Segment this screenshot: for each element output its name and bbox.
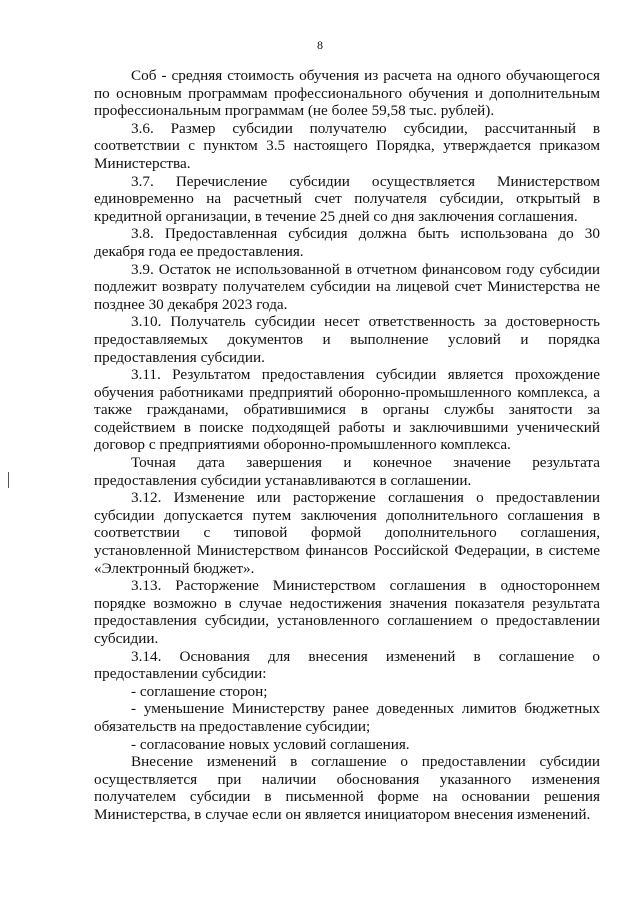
paragraph-3-11: 3.11. Результатом предоставления субсидии является прохождение обучения работниками предприятий оборонно-промышленного комплекса, а также гражданами, обратившимися в органы службы занятости за содействием в поиске подходящей работы и заключившими ученический договор с предприятиями оборонно-промышленного комплекса. (94, 366, 600, 454)
paragraph-3-7: 3.7. Перечисление субсидии осуществляется Министерством единовременно на расчетный счет получателя субсидии, открытый в кредитной организации, в течение 25 дней со дня заключения соглашения. (94, 172, 600, 225)
page-number: 8 (317, 38, 323, 52)
paragraph-3-6: 3.6. Размер субсидии получателю субсидии, рассчитанный в соответствии с пунктом 3.5 настоящего Порядка, утверждается приказом Министерства. (94, 119, 600, 172)
list-item-new-terms: - согласование новых условий соглашения. (131, 735, 410, 753)
paragraph-3-12: 3.12. Изменение или расторжение соглашения о предоставлении субсидии допускается путем заключения дополнительного соглашения в соответствии с типовой формой дополнительного соглашения, установленной Министерством финансов Российской Федерации, в системе «Электронный бюджет». (94, 489, 600, 577)
paragraph-formula-legend: Соб - средняя стоимость обучения из расчета на одного обучающегося по основным программам профессионального обучения и дополнительным профессиональным программам (не более 59,58 тыс. рублей). (94, 67, 600, 120)
paragraph-amendments: Внесение изменений в соглашение о предоставлении субсидии осуществляется при наличии обоснования указанного изменения получателем субсидии в письменной форме на основании решения Министерства, в случае если он является инициатором внесения изменений. (94, 753, 600, 823)
list-item-agreement: - соглашение сторон; (131, 682, 268, 700)
paragraph-3-8: 3.8. Предоставленная субсидия должна быть использована до 30 декабря года ее предоставления. (94, 225, 600, 260)
paragraph-3-9: 3.9. Остаток не использованной в отчетном финансовом году субсидии подлежит возврату получателем субсидии на лицевой счет Министерства не позднее 30 декабря 2023 года. (94, 260, 600, 313)
paragraph-3-13: 3.13. Расторжение Министерством соглашения в одностороннем порядке возможно в случае недостижения значения показателя результата предоставления субсидии, установленного соглашением о предоставлении субсидии. (94, 577, 600, 647)
list-item-limits: - уменьшение Министерству ранее доведенных лимитов бюджетных обязательств на предоставление субсидии; (94, 700, 600, 735)
paragraph-result-date: Точная дата завершения и конечное значение результата предоставления субсидии устанавливаются в соглашении. (94, 454, 600, 489)
scan-edge-mark (8, 472, 9, 488)
paragraph-3-10: 3.10. Получатель субсидии несет ответственность за достоверность предоставляемых документов и выполнение условий и порядка предоставления субсидии. (94, 313, 600, 366)
document-body (94, 67, 600, 824)
paragraph-3-14: 3.14. Основания для внесения изменений в соглашение о предоставлении субсидии: (94, 647, 600, 683)
